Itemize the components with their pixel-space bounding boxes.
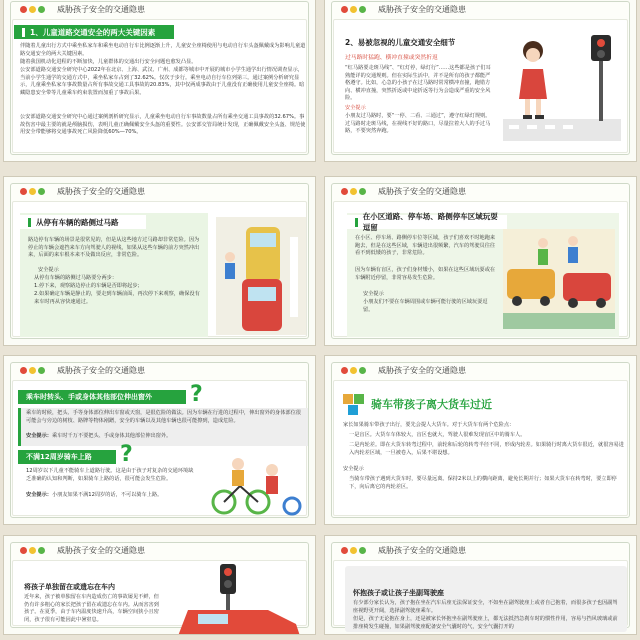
paragraph-1: 近年来，孩子被单独留在车内造成伤亡的事故屡见不鲜，但仍有许多粗心的家长把孩子留在或遗忘在车内。从而害害到孩子。在夏季，由于车内温度快速升高，车辆空间狭小且密闭，孩子很有可能因此中暑窒息。 <box>24 594 159 623</box>
paragraph-1: “红马路要走斑马线”、“红灯停，绿灯行”……这些都是孩子们耳熟能详的交通规则。但在实际生活中，并不是所有的孩子都能严格遵守。比如，心急的小孩子在过马路时常常横冲直撞，跑错方向、横冲直撞，突然折返或中途折返等行为会造成严重的安全风险。 <box>345 65 491 102</box>
paragraph-1: 伴随着儿童出行方式中乘坐私家车和乘坐电动自行车比例逐渐上升，儿童安全座椅使用与电动自行车头盔佩戴成为影响儿童道路交通安全的两大关键因素。 <box>20 43 306 57</box>
paragraph-3: 二是内轮差。即在大货车转弯过程中，前轮和后轮的转弯半径不同，形成内轮差。如果骑行时离大货车很近，就很容易进入内轮差区域，一旦被卷入，后果不堪设想。 <box>349 442 624 456</box>
paragraph-3: 1.停下来，观察路边停止的车辆是否即将起步； <box>34 283 143 289</box>
header-title: 威胁孩子安全的交通隐患 <box>378 545 466 555</box>
yellow-dot-icon <box>29 6 36 13</box>
yellow-dot-icon <box>29 547 36 554</box>
section-heading: 2、易被忽视的儿童交通安全细节 <box>345 38 456 47</box>
slide-6 <box>324 355 637 525</box>
header-title: 威胁孩子安全的交通隐患 <box>378 4 466 14</box>
playground-parking-illustration <box>503 229 615 329</box>
header-title: 威胁孩子安全的交通隐患 <box>57 365 145 375</box>
section-heading: 骑车带孩子离大货车过近 <box>371 398 492 411</box>
green-dot-icon <box>359 6 366 13</box>
green-dot-icon <box>359 367 366 374</box>
green-dot-icon <box>359 547 366 554</box>
section-heading <box>20 215 146 229</box>
red-dot-icon <box>341 188 348 195</box>
paragraph-1: 在小区、停车场、路侧停车位等区域，孩子们喜欢不时地跑来跑去，但是在这些区域，车辆进出很频繁，汽车的驾驶员往往看不到低矮的孩子，非常危险。 <box>355 235 496 257</box>
red-dot-icon <box>20 188 27 195</box>
question-mark-icon: ? <box>120 442 133 467</box>
section-heading-text: 1、儿童道路交通安全的两大关键因素 <box>30 27 156 37</box>
slide-8 <box>324 535 637 635</box>
slide-1 <box>3 0 316 162</box>
header-title: 威胁孩子安全的交通隐患 <box>57 186 145 196</box>
yellow-dot-icon <box>29 188 36 195</box>
red-dot-icon <box>20 367 27 374</box>
slide-4 <box>324 176 637 346</box>
tip-title: 安全提示 <box>363 291 384 297</box>
tip-text: 乘车时千万不要把头、手或身体其他部位伸出窗外。 <box>51 433 172 439</box>
yellow-dot-icon <box>29 367 36 374</box>
section-heading-text: 在小区道路、停车场、路侧停车区域玩耍逗留 <box>362 212 498 232</box>
section-heading <box>14 25 174 39</box>
header-title: 威胁孩子安全的交通隐患 <box>378 186 466 196</box>
section-heading: 将孩子单独留在或遗忘在车内 <box>24 583 115 591</box>
slide-7 <box>3 535 316 635</box>
slide-3 <box>3 176 316 346</box>
red-dot-icon <box>341 367 348 374</box>
red-subtitle: 过马路时猛跑、横冲直撞或突然折返 <box>345 55 438 61</box>
paragraph-2: 12周岁以下儿童不能骑车上道路行驶。这是由于孩子对复杂的交通环境缺乏准确的认知和判断，如果骑车上路的话，很可能会发生危险。 <box>26 468 194 482</box>
tip-line <box>26 433 304 441</box>
paragraph-4: 当骑车带孩子遇到大货车时，要尽量远离。保持2米以上的横向距离，避免长期并行；如果大货车在转弯时，要立即停下，向后离它的内轮差区。 <box>349 476 617 490</box>
yellow-dot-icon <box>350 367 357 374</box>
tip-title: 安全提示 <box>38 267 59 273</box>
section-heading-2: 不满12周岁骑车上路 <box>18 450 116 464</box>
paragraph-1: 家长如果骑车带孩子出行，要先会提人大货车。对于大货车有两个危险点： <box>343 422 515 428</box>
red-dot-icon <box>341 547 348 554</box>
paragraph-3: 小朋友们不要在车辆周围或车辆可能行驶的区域玩耍逗留。 <box>363 299 488 313</box>
paragraph-4: 2.如果确定车辆是静止的，要走到车辆前面，再次停下来观察，确保没有来车时再从容快速通过。 <box>34 291 200 305</box>
tip-label: 安全提示： <box>26 433 52 439</box>
tip-text: 小朋友如果不满12周岁的话，不可以骑车上路。 <box>51 492 163 498</box>
paragraph-1: 路边停有车辆的场景是很常见的，但是从这些地方过马路却非常危险。因为停止的车辆会遮挡来车方向驾驶人的视线，如果从这些车辆的前方突然冲出来，后面的来车根本来不及做出反应，非常危险。 <box>28 237 200 259</box>
header-title: 威胁孩子安全的交通隐患 <box>57 4 145 14</box>
header-title: 威胁孩子安全的交通隐患 <box>378 365 466 375</box>
green-dot-icon <box>359 188 366 195</box>
section-heading: 乘车时转头、手或身体其他部位伸出窗外 <box>18 390 186 404</box>
paragraph-2: 随着我国机动化进程的不断加快，儿童群体的交通出行安全问题也愈发凸显。 <box>20 59 197 65</box>
section-heading <box>347 212 507 232</box>
slide-5 <box>3 355 316 525</box>
yellow-dot-icon <box>350 188 357 195</box>
green-dot-icon <box>38 188 45 195</box>
green-dot-icon <box>38 367 45 374</box>
tip-title: 安全提示 <box>345 105 366 111</box>
red-dot-icon <box>20 6 27 13</box>
paragraph-1: 乘车的时候，把头、手等身体部位伸出车窗或天窗，是很危险的做法。因为车辆在行进的过程中，伸出窗外的身体部位很可能会与旁边的树枝、路牌等物体剐蹭，安全的车辆以及其他车辆也很可能擦到，造成危险。 <box>26 410 301 424</box>
paragraph-4: 公安部道路交通安全研究中心通过案例剖析研究显示，儿童乘坐电动自行车事故数量占所有乘坐交通工具事故的32.67%。事故伤害中最主要的就是颅脑损伤，表明儿童正确佩戴安全头盔的重要性。公安部交管局统计发现，正确佩戴安全头盔、规范使用安全带能够将交通事故死亡风险降低60%—70%。 <box>20 114 306 136</box>
yellow-dot-icon <box>350 6 357 13</box>
kids-riding-bikes-illustration <box>206 452 310 516</box>
section-heading: 怀抱孩子或让孩子坐副驾驶座 <box>353 589 444 597</box>
tip-title: 安全提示 <box>343 466 364 472</box>
paragraph-2: 从停有车辆的路侧过马路要分两步： <box>34 275 118 281</box>
parked-cars-illustration <box>216 217 306 335</box>
section-heading-text: 从停有车辆的路侧过马路 <box>36 217 119 227</box>
question-mark-icon: ? <box>190 382 203 407</box>
yellow-dot-icon <box>350 547 357 554</box>
paragraph-2: 小朋友过马路时，要“一停、二看、三通过”，遵守红绿灯规则。过马路时走斑马线，在视线不好的路口，尽量拉着大人的手过马路，不要突然奔跑。 <box>345 113 491 135</box>
paragraph-3: 公安部道路交通安全研究中心2022年在北京、上海、武汉、广州、成都等城市中开展的城市小学生通学出行情况调查显示，当前小学生通学的交通方式中，乘坐私家车占到了32.62%。仅次于步行。乘坐电动自行车位列第三。通过案例分析研究显示，儿童乘坐私家车事故数量占所有事故交通工具事故的20.83%，其中仅两成事故由于儿童没有正确使用儿童安全座椅。暗藏隐患安全带等儿童乘车约束装置而加重了事故后果。 <box>20 67 305 96</box>
tip-line-2 <box>26 492 198 500</box>
abc-blocks-icon <box>343 394 365 416</box>
girl-traffic-light-illustration <box>503 29 621 141</box>
paragraph-1: 有少部分家长认为，孩子抱在坐在汽车后座无法保证安全，不如坐在副驾驶座上或者自己抱着，而很多孩子也因副驾座视野更开阔，选择副驾驶座乘车。 <box>353 600 618 614</box>
slide-2 <box>324 0 637 162</box>
paragraph-2: 但是，孩子无论抱在身上，还是被家长怀抱坐在副驾驶座上，都无法抵挡急刹车时的惯性作用，容易与挡风玻璃或前排座椅发生碰撞，如果副驾驶座配备安全气囊时的气，安全气囊打开的 <box>353 616 618 630</box>
tip-label: 安全提示： <box>26 492 52 498</box>
paragraph-2: 一是盲区。大货车车体较大，盲区也就大，驾驶人很难发现盲区中的骑车人。 <box>349 432 526 438</box>
car-traffic-light-illustration <box>168 564 308 635</box>
green-dot-icon <box>38 547 45 554</box>
red-dot-icon <box>20 547 27 554</box>
paragraph-2: 因为车辆有盲区，孩子们身材矮小，如果在这些区域玩耍或在车辆附近停留，非常容易发生危险。 <box>355 267 496 281</box>
green-dot-icon <box>38 6 45 13</box>
header-title: 威胁孩子安全的交通隐患 <box>57 545 145 555</box>
red-dot-icon <box>341 6 348 13</box>
